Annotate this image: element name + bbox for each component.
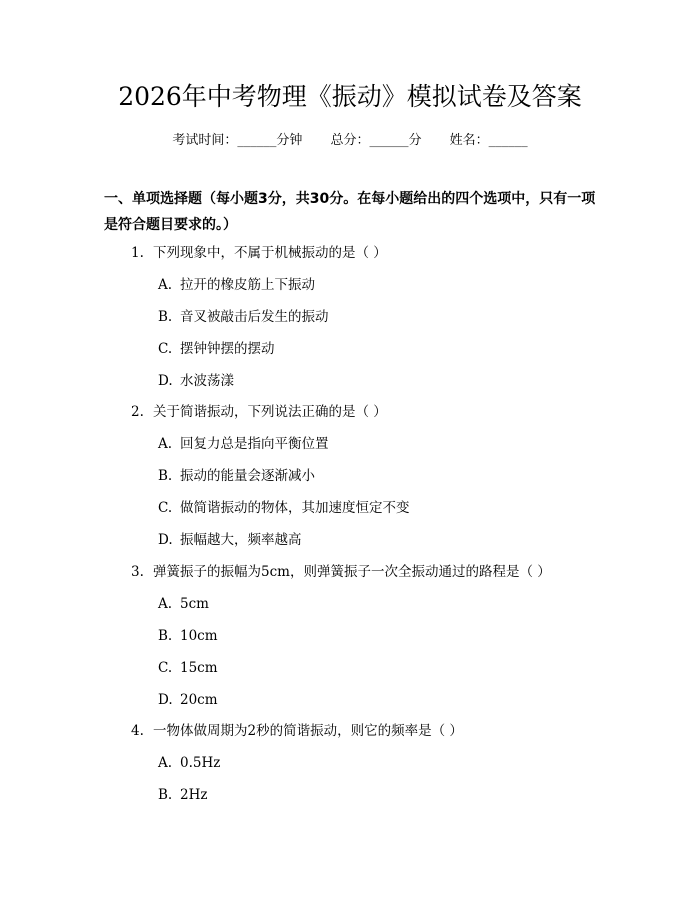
- option-letter: C.: [158, 341, 173, 357]
- option-letter: C.: [158, 660, 173, 676]
- question-4: [131, 721, 463, 741]
- question-text: 关于简谐振动，下列说法正确的是（ ）: [153, 404, 387, 420]
- question-number: 1.: [131, 245, 144, 261]
- option-text: 0.5Hz: [180, 755, 221, 771]
- option-letter: B.: [158, 628, 173, 644]
- option-letter: A.: [158, 277, 173, 293]
- option-4a: [158, 753, 220, 773]
- option-text: 振动的能量会逐渐减小: [180, 468, 315, 484]
- option-text: 5cm: [180, 596, 209, 612]
- exam-meta: [0, 131, 700, 151]
- option-text: 音叉被敲击后发生的振动: [180, 309, 329, 325]
- option-letter: B.: [158, 468, 173, 484]
- student-name-field: 姓名：______: [449, 133, 528, 148]
- option-2b: [158, 466, 315, 486]
- option-letter: D.: [158, 373, 173, 389]
- question-1: [131, 243, 387, 263]
- option-2d: [158, 530, 302, 550]
- option-1b: [158, 307, 329, 327]
- option-1a: [158, 275, 315, 295]
- question-number: 3.: [131, 564, 144, 580]
- question-2: [131, 402, 387, 422]
- option-3c: [158, 658, 218, 678]
- option-3a: [158, 594, 209, 614]
- option-2a: [158, 434, 329, 454]
- option-1c: [158, 339, 275, 359]
- option-letter: C.: [158, 500, 173, 516]
- option-1d: [158, 371, 234, 391]
- exam-time-field: 考试时间：______分钟: [172, 133, 303, 148]
- option-letter: A.: [158, 436, 173, 452]
- question-number: 2.: [131, 404, 144, 420]
- option-3d: [158, 690, 218, 710]
- option-text: 拉开的橡皮筋上下振动: [180, 277, 315, 293]
- option-letter: A.: [158, 596, 173, 612]
- option-letter: B.: [158, 309, 173, 325]
- option-text: 10cm: [180, 628, 218, 644]
- option-text: 振幅越大，频率越高: [180, 532, 302, 548]
- page-title: 2026年中考物理《振动》模拟试卷及答案: [118, 82, 582, 111]
- option-2c: [158, 498, 410, 518]
- option-text: 水波荡漾: [180, 373, 234, 389]
- option-letter: A.: [158, 755, 173, 771]
- option-text: 做简谐振动的物体，其加速度恒定不变: [180, 500, 410, 516]
- question-text: 一物体做周期为2秒的简谐振动，则它的频率是（ ）: [153, 723, 463, 739]
- option-letter: D.: [158, 532, 173, 548]
- option-4b: [158, 785, 207, 805]
- option-letter: B.: [158, 787, 173, 803]
- option-text: 2Hz: [180, 787, 208, 803]
- option-text: 15cm: [180, 660, 218, 676]
- option-text: 20cm: [180, 692, 218, 708]
- option-text: 摆钟钟摆的摆动: [180, 341, 275, 357]
- question-number: 4.: [131, 723, 144, 739]
- question-3: [131, 562, 551, 582]
- question-text: 弹簧振子的振幅为5cm，则弹簧振子一次全振动通过的路程是（ ）: [153, 564, 551, 580]
- section-heading: 一、单项选择题（每小题3分，共30分。在每小题给出的四个选项中，只有一项是符合题目要求的。）: [104, 191, 596, 233]
- option-text: 回复力总是指向平衡位置: [180, 436, 329, 452]
- total-score-field: 总分：______分: [330, 133, 422, 148]
- question-text: 下列现象中，不属于机械振动的是（ ）: [153, 245, 387, 261]
- option-3b: [158, 626, 218, 646]
- option-letter: D.: [158, 692, 173, 708]
